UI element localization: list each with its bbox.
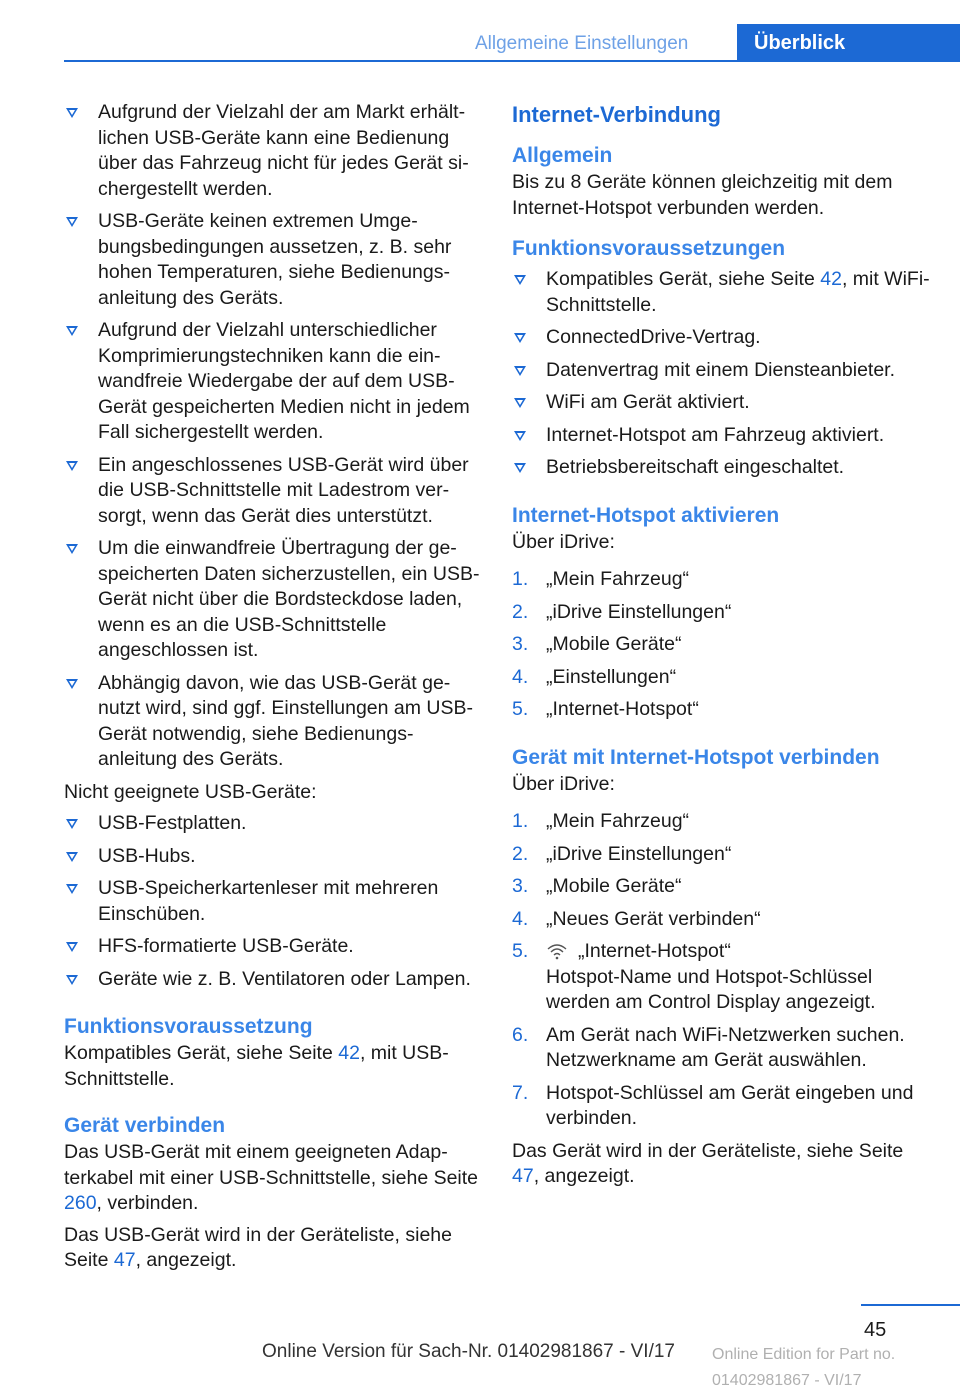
wifi-icon xyxy=(546,942,568,960)
list-item: USB-Speicherkartenleser mit mehreren Einschüben. xyxy=(64,876,482,927)
page-link[interactable]: 47 xyxy=(512,1165,534,1187)
list-item: Geräte wie z. B. Ventilatoren oder Lampen. xyxy=(64,967,482,993)
triangle-bullet-icon xyxy=(66,942,78,952)
paragraph: Das USB-Gerät wird in der Geräteliste, siehe Seite 47, angezeigt. xyxy=(64,1223,452,1271)
list-item: Kompatibles Gerät, siehe Seite 42, mit WiFi-Schnittstelle. xyxy=(512,267,930,318)
list-item: Internet-Hotspot am Fahrzeug aktiviert. xyxy=(512,423,930,449)
list-item: USB-Hubs. xyxy=(64,844,482,870)
step-item: 3. „Mobile Geräte“ xyxy=(512,875,682,897)
list-item: Aufgrund der Vielzahl der am Markt erhältlichen USB-Geräte kann eine Bedienung über das Fahrzeug nicht für jedes Gerät sichergestellt werden. xyxy=(64,100,482,202)
list-item: Ein angeschlossenes USB-Gerät wird über die USB-Schnittstelle mit Ladestrom versorgt, wenn das Gerät dies unterstützt. xyxy=(64,453,482,530)
list-item: ConnectedDrive-Vertrag. xyxy=(512,325,930,351)
triangle-bullet-icon xyxy=(514,333,526,343)
running-header-section: Allgemeine Einstellungen xyxy=(475,33,689,54)
paragraph: Über iDrive: xyxy=(512,772,615,795)
unsuitable-devices-list xyxy=(64,811,482,992)
page-title: Internet-Verbindung xyxy=(512,102,721,127)
header-rule xyxy=(64,60,960,62)
triangle-bullet-icon xyxy=(66,679,78,689)
paragraph: Über iDrive: xyxy=(512,530,615,553)
triangle-bullet-icon xyxy=(66,975,78,985)
left-column xyxy=(64,100,482,1280)
requirements-list xyxy=(512,267,930,481)
step-description: Hotspot-Name und Hotspot-Schlüssel werden am Control Display angezeigt. xyxy=(546,965,876,1013)
step-item: 3. „Mobile Geräte“ xyxy=(512,633,682,655)
right-column xyxy=(512,100,930,1196)
section-heading: Gerät verbinden xyxy=(64,1114,226,1137)
page-number: 45 xyxy=(864,1319,887,1341)
activate-steps-list xyxy=(512,567,930,723)
connect-steps-list xyxy=(512,809,930,1132)
step-item: 5. „Internet-Hotspot“ xyxy=(512,698,699,720)
list-item: HFS-formatierte USB-Geräte. xyxy=(64,934,482,960)
triangle-bullet-icon xyxy=(66,884,78,894)
triangle-bullet-icon xyxy=(514,463,526,473)
paragraph: Das Gerät wird in der Geräteliste, siehe Seite 47, angezeigt. xyxy=(512,1139,904,1187)
step-item: 6. Am Gerät nach WiFi-Netzwerken suchen. Netzwerkname am Gerät auswählen. xyxy=(512,1023,905,1071)
footer-rule xyxy=(861,1304,960,1306)
triangle-bullet-icon xyxy=(514,275,526,285)
step-item: 5. „Internet-Hotspot“ Hotspot-Name und Hotspot-Schlüssel werden am Control Display angezeigt. xyxy=(512,939,930,1016)
triangle-bullet-icon xyxy=(66,461,78,471)
list-item: Aufgrund der Vielzahl unterschiedlicher Komprimierungstechniken kann die einwandfreie Wiedergabe der auf dem USB-Gerät gespeicherten Medien nicht in jedem Fall sichergestellt werden. xyxy=(64,318,482,446)
page-link[interactable]: 47 xyxy=(113,1249,136,1271)
section-heading: Internet-Hotspot aktivieren xyxy=(512,503,780,527)
watermark: Online Edition for Part no. 01402981867 - VI/17 xyxy=(712,1346,896,1389)
triangle-bullet-icon xyxy=(66,852,78,862)
triangle-bullet-icon xyxy=(66,326,78,336)
page-link[interactable]: 260 xyxy=(64,1192,97,1214)
online-version-note: Online Version für Sach-Nr. 01402981867 - VI/17 xyxy=(262,1341,675,1362)
section-heading: Gerät mit Internet-Hotspot verbinden xyxy=(512,745,880,769)
page-link[interactable]: 42 xyxy=(820,268,842,290)
usb-notes-list xyxy=(64,100,482,773)
step-item: 4. „Einstellungen“ xyxy=(512,665,677,688)
section-heading: Funktionsvoraussetzungen xyxy=(512,237,786,260)
section-heading: Allgemein xyxy=(512,144,613,167)
triangle-bullet-icon xyxy=(514,398,526,408)
list-item: Um die einwandfreie Übertragung der gespeicherten Daten sicherzustellen, ein USB-Gerät nicht über die Bordsteckdose laden, wenn es an die USB-Schnittstelle angeschlossen ist. xyxy=(64,536,482,664)
list-item: Abhängig davon, wie das USB-Gerät genutzt wird, sind ggf. Einstellungen am USB-Gerät notwendig, siehe Bedienungsanleitung des Geräts. xyxy=(64,671,482,773)
paragraph: Bis zu 8 Geräte können gleichzeitig mit dem Internet-Hotspot verbunden werden. xyxy=(512,171,893,219)
step-item: 2. „iDrive Einstellungen“ xyxy=(512,600,732,623)
triangle-bullet-icon xyxy=(66,108,78,118)
list-item: Datenvertrag mit einem Diensteanbieter. xyxy=(512,358,930,384)
list-item: Betriebsbereitschaft eingeschaltet. xyxy=(512,455,930,481)
step-item: 7. Hotspot-Schlüssel am Gerät eingeben und verbinden. xyxy=(512,1081,914,1129)
triangle-bullet-icon xyxy=(66,217,78,227)
step-item: 1. „Mein Fahrzeug“ xyxy=(512,810,690,832)
list-item: USB-Geräte keinen extremen Umgebungsbedingungen aussetzen, z. B. sehr hohen Temperaturen, siehe Bedienungsanleitung des Geräts. xyxy=(64,209,482,311)
list-item: WiFi am Gerät aktiviert. xyxy=(512,390,930,416)
paragraph: Das USB-Gerät mit einem geeigneten Adapterkabel mit einer USB-Schnittstelle, siehe Seite 260, verbinden. xyxy=(64,1141,479,1214)
triangle-bullet-icon xyxy=(66,819,78,829)
step-item: 4. „Neues Gerät verbinden“ xyxy=(512,907,761,930)
step-item: 1. „Mein Fahrzeug“ xyxy=(512,568,690,590)
running-header-tab: Überblick xyxy=(737,24,960,62)
paragraph: Kompatibles Gerät, siehe Seite 42, mit USB-Schnittstelle. xyxy=(64,1042,449,1090)
list-item: USB-Festplatten. xyxy=(64,811,482,837)
section-heading: Funktionsvoraussetzung xyxy=(64,1015,313,1038)
page-link[interactable]: 42 xyxy=(338,1042,360,1064)
triangle-bullet-icon xyxy=(514,431,526,441)
triangle-bullet-icon xyxy=(66,544,78,554)
unsuitable-intro: Nicht geeignete USB-Geräte: xyxy=(64,780,317,803)
triangle-bullet-icon xyxy=(514,366,526,376)
step-item: 2. „iDrive Einstellungen“ xyxy=(512,842,732,865)
